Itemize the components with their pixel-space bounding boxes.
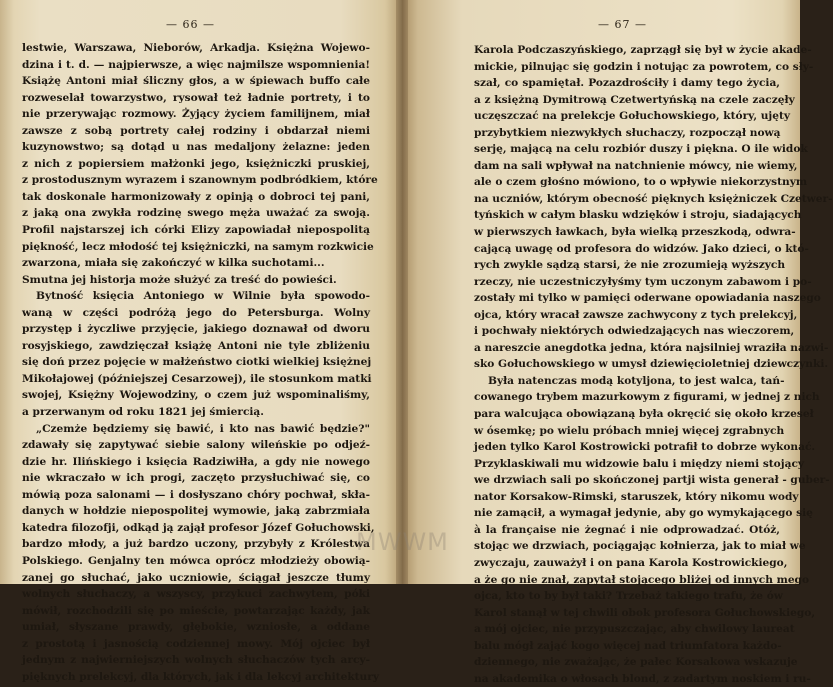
text-line: a z księżną Dymitrową Czetwertyńską na czele zaczęły: [474, 93, 795, 106]
text-line: zostały mi tylko w pamięci oderwane opowiadania naszego: [474, 292, 821, 305]
text-line: Profil najstarszej ich córki Elizy zapowiadał niepospolitą: [22, 224, 370, 237]
text-line: nie zamącił, a wymagał jedynie, aby go wymykającego się: [474, 507, 813, 520]
text-line: przystęp i życzliwe przyjęcie, jakiego doznawał od dworu: [22, 323, 370, 336]
text-line: tyńskich w całym blasku wdzięków i stroju, siadających: [474, 209, 802, 222]
text-line: ojca, kto to by był taki? Trzebaż takiego trafu, że ów: [474, 590, 783, 603]
text-line: Była natenczas modą kotyljona, to jest walca, tań-: [488, 374, 785, 387]
text-line: a mój ojciec, nie przypuszczając, aby chwilowy laureat: [474, 623, 795, 636]
left-page: [0, 0, 402, 683]
left-page-text: [22, 40, 379, 685]
text-line: mickie, pilnując się godzin i notując za powrotem, co sły-: [474, 60, 814, 73]
text-line: zawsze z sobą portrety całej rodziny i obdarzał niemi: [22, 124, 370, 137]
text-line: z nich z popiersiem małżonki jego, księżniczki pruskiej,: [22, 157, 370, 170]
text-line: Książę Antoni miał śliczny głos, a w śpiewach buffo całe: [22, 75, 370, 88]
text-line: para walcująca obowiązaną była okręcić się około krzeseł: [474, 408, 814, 421]
text-line: rozweselał towarzystwo, rysował też ładnie portrety, i to: [22, 91, 370, 104]
text-line: mówią poza salonami — i dosłyszano chóry pochwał, skła-: [22, 488, 370, 501]
text-line: Mikołajowej (późniejszej Cesarzowej), ile stosunkom matki: [22, 372, 372, 385]
right-page: [402, 0, 833, 685]
text-line: Karol stanął w tej chwili obok profesora Gołuchowskiego,: [474, 606, 816, 619]
text-line: swojej, Księżny Wojewodziny, o czem już wspominaliśmy,: [22, 389, 370, 402]
text-line: dziennego, nie zważając, że pałec Korsakowa wskazuje: [474, 656, 798, 669]
text-line: kuzynowstwo; są dotąd u nas medaljony żelazne: jeden: [22, 141, 370, 154]
text-line: mówił, rozchodzili się po mieście, powtarzając każdy, jak: [22, 604, 370, 617]
text-line: nator Korsakow-Rimski, staruszek, który nikomu wody: [474, 490, 799, 503]
text-line: zdawały się zapytywać siebie salony wileńskie po odjeź-: [22, 439, 370, 452]
text-line: cowanego trybem mazurkowym z figurami, w jednej z nich: [474, 391, 820, 404]
text-line: waną w części podróżą jego do Petersburga. Wolny: [22, 306, 370, 319]
text-line: Przyklaskiwali mu widzowie balu i między niemi stojący: [474, 457, 805, 470]
text-line: tak doskonale harmonizowały z opinją o dobroci tej pani,: [22, 190, 370, 203]
text-line: zwyczaju, zauważył i on pana Karola Kostrowickiego,: [474, 556, 788, 569]
text-line: z prostotą i jasnością codziennej mowy. Mój ojciec był: [22, 637, 370, 650]
text-line: Polskiego. Genjalny ten mówca oprócz młodzieży obowią-: [22, 554, 370, 567]
text-line: jeden tylko Karol Kostrowicki potrafił to dobrze wykonać.: [474, 441, 816, 454]
text-line: w pierwszych ławkach, była wielką przeszkodą, odwra-: [474, 226, 796, 239]
text-line: z jaką ona zwykła rodzinę swego męża uważać za swoją.: [22, 207, 370, 220]
text-line: a przerwanym od roku 1821 jej śmiercią.: [22, 406, 264, 419]
text-line: ale o czem głośno mówiono, to o wpływie niekorzystnym: [474, 176, 808, 189]
right-page-text: [474, 42, 833, 687]
text-line: Karola Podczaszyńskiego, zaprzągł się był w życie akade-: [474, 44, 812, 56]
text-line: a nareszcie anegdotka jedna, która najsilniej wraziła nazwi-: [474, 341, 829, 354]
text-line: rych zwykle sądzą starsi, że nie zrozumieją wyższych: [474, 259, 786, 272]
book-gutter: [396, 0, 408, 584]
text-line: zanej go słuchać, jako uczniowie, ściągał jeszcze tłumy: [22, 571, 370, 584]
text-line: serję, mającą na celu rozbiór duszy i piękna. O ile widok: [474, 143, 808, 156]
text-line: i pochwały niektórych odwiedzających nas wieczorem,: [474, 325, 795, 338]
left-page-number: — 66 —: [166, 18, 215, 31]
text-line: „Czemże będziemy się bawić, i kto nas bawić będzie?": [36, 422, 370, 435]
text-line: stojąc we drzwiach, pociągając kołnierza, jak to miał we: [474, 540, 806, 553]
text-line: a że go nie znał, zapytał stojącego bliżej od innych mego: [474, 573, 810, 586]
text-line: cającą uwagę od profesora do widzów. Jako dzieci, o któ-: [474, 242, 809, 255]
text-line: z prostodusznym wyrazem i szanownym podbródkiem, które: [22, 174, 378, 187]
text-line: ojca, który wracał zawsze zachwycony z tych prelekcyj,: [474, 308, 798, 321]
text-line: we drzwiach sali po skończonej partji wista generał - guber-: [474, 474, 830, 487]
text-line: à la française nie żegnać i nie odprowadzać. Otóż,: [474, 523, 780, 536]
text-line: dzie hr. Ilińskiego i księcia Radziwiłła, a gdy nie nowego: [22, 455, 370, 468]
text-line: nie wkraczało w ich progi, zaczęto przysłuchiwać się, co: [22, 472, 370, 485]
text-line: w ósemkę; po wielu próbach mniej więcej zgrabnych: [474, 424, 785, 437]
text-line: Smutna jej historja może służyć za treść do powieści.: [22, 273, 337, 286]
text-line: rzeczy, nie uczestniczyłyśmy tym uczonym zabawom i po-: [474, 275, 812, 288]
text-line: jednym z najwierniejszych wolnych słuchaczów tych arcy-: [22, 654, 370, 667]
text-line: się doń przez pojęcie w małżeństwo ciotki wielkiej księżnej: [22, 356, 372, 369]
text-line: piękność, lecz młodość tej księżniczki, na samym rozkwicie: [22, 240, 374, 253]
text-line: rosyjskiego, zawdzięczał książę Antoni nie tyle zbliżeniu: [22, 339, 370, 352]
text-line: na akademika o włosach blond, z zadartym noskiem i ru-: [474, 672, 811, 685]
text-line: na uczniów, którym obecność pięknych księżniczek Czetwer-: [474, 192, 833, 205]
text-line: nie przerywając rozmowy. Żyjący życiem familijnem, miał: [22, 108, 370, 121]
text-line: pięknych prelekcyj, dla których, jak i dla lekcyj architektury: [22, 670, 379, 683]
watermark: MWWM: [356, 528, 449, 556]
text-line: dam na sali wpływał na natchnienie mówcy, nie wiemy,: [474, 159, 798, 172]
text-line: balu mógł zająć kogo więcej nad triumfatora każdo-: [474, 639, 782, 652]
text-line: dzina i t. d. — najpierwsze, a więc najmilsze wspomnienia!: [22, 58, 370, 71]
text-line: wolnych słuchaczy, a wszyscy, przykuci zachwytem, póki: [22, 588, 370, 601]
text-line: przybytkiem niezwykłych słuchaczy, rozpoczął nową: [474, 126, 781, 139]
text-line: katedra filozofji, odkąd ją zajął profesor Józef Gołuchowski,: [22, 521, 375, 534]
text-line: umiał, słyszane prawdy, głębokie, wzniosłe, a oddane: [22, 621, 370, 634]
text-line: bardzo młody, a już bardzo uczony, przybyły z Królestwa: [22, 538, 370, 551]
text-line: danych w hołdzie niepospolitej wymowie, jaką zabrzmiała: [22, 505, 370, 518]
text-line: uczęszczać na prelekcje Gołuchowskiego, który, ujęty: [474, 110, 791, 123]
text-line: zwarzona, miała się zakończyć w kilka suchotami...: [22, 257, 325, 270]
right-page-number: — 67 —: [598, 18, 647, 31]
text-line: lestwie, Warszawa, Nieborów, Arkadja. Księżna Wojewo-: [22, 42, 370, 54]
text-line: szał, co spamiętał. Pozazdrościły i damy tego życia,: [474, 77, 780, 90]
text-line: Bytność księcia Antoniego w Wilnie była spowodo-: [36, 290, 370, 303]
text-line: sko Gołuchowskiego w umysł dziewięcioletniej dziewczynki.: [474, 358, 829, 371]
